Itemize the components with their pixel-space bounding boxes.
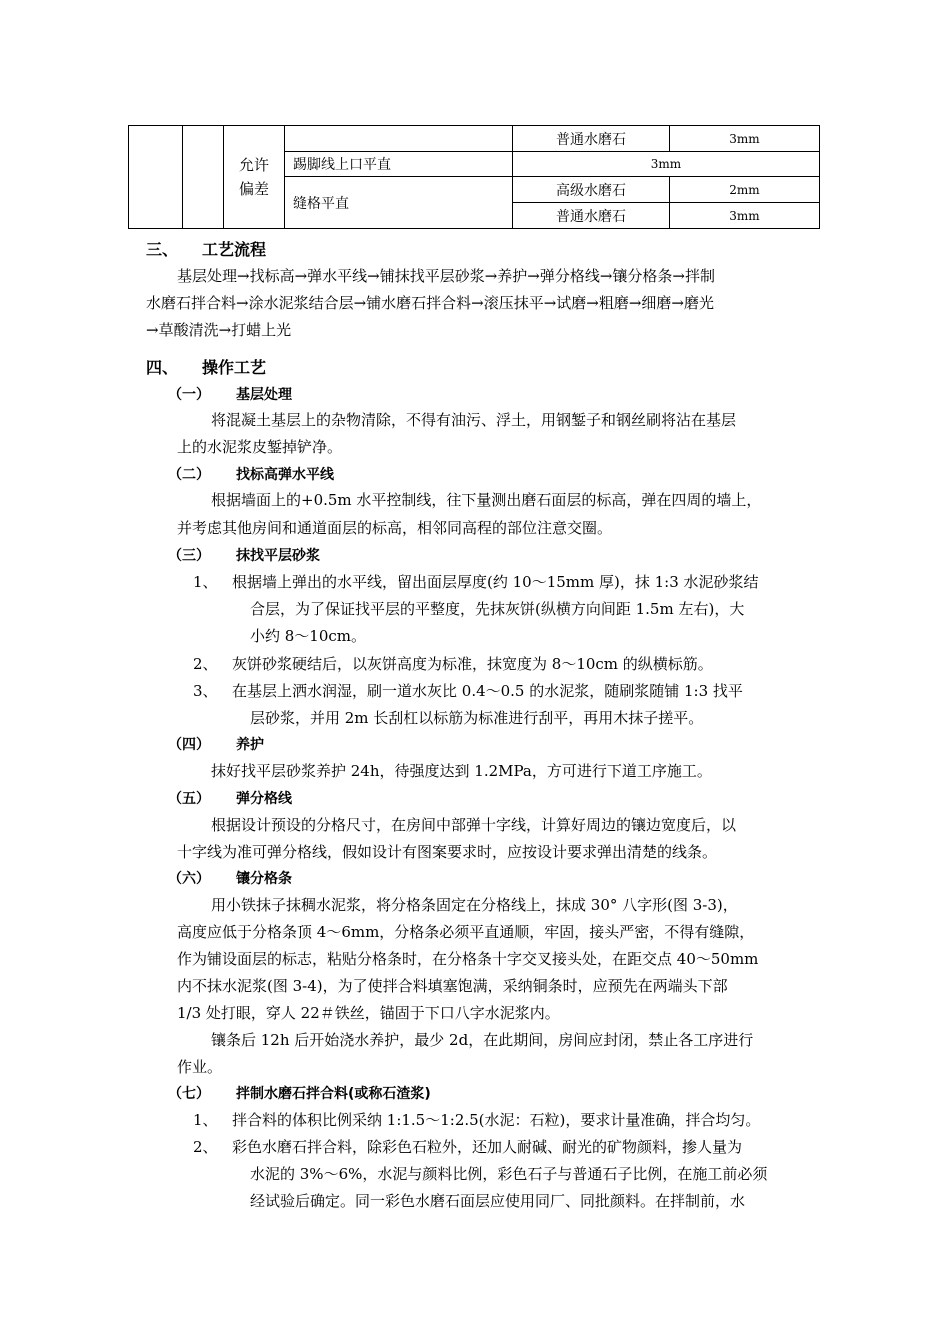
list-number: 2、 bbox=[193, 655, 218, 673]
paragraph-line: 并考虑其他房间和通道面层的标高，相邻同高程的部位注意交圈。 bbox=[177, 519, 613, 537]
list-item-line: 水泥的 3%～6%，水泥与颜料比例，彩色石子与普通石子比例，在施工前必须 bbox=[250, 1165, 768, 1183]
table-cell-value: 3mm bbox=[670, 203, 820, 229]
paragraph-line: 上的水泥浆皮錾掉铲净。 bbox=[177, 438, 343, 456]
table-cell-item: 踢脚线上口平直 bbox=[285, 152, 513, 177]
list-item-line: 彩色水磨石拌合料，除彩色石粒外，还加人耐碱、耐光的矿物颜料，掺人量为 bbox=[232, 1138, 743, 1156]
tolerance-label bbox=[224, 126, 285, 229]
section-title: 工艺流程 bbox=[202, 240, 267, 259]
paragraph-line: 十字线为准可弹分格线，假如设计有图案要求时，应按设计要求弹出清楚的线条。 bbox=[177, 843, 718, 861]
paragraph-line: 内不抹水泥浆(图 3-4)，为了使拌合料填塞饱满，采纳铜条时，应预先在两端头下部 bbox=[177, 977, 728, 995]
list-item-line: 根据墙上弹出的水平线，留出面层厚度(约 10～15mm 厚)，抹 1:3 水泥砂浆结 bbox=[232, 573, 759, 591]
table-cell-empty bbox=[129, 126, 183, 229]
list-item-line: 在基层上洒水润湿，刷一道水灰比 0.4～0.5 的水泥浆，随刷浆随铺 1:3 找平 bbox=[232, 682, 743, 700]
list-item-line: 经试验后确定。同一彩色水磨石面层应使用同厂、同批颜料。在拌制前，水 bbox=[250, 1192, 746, 1210]
paragraph-line: 高度应低于分格条顶 4～6mm，分格条必须平直通顺，牢固，接头严密，不得有缝隙， bbox=[177, 923, 755, 941]
list-item-line: 拌合料的体积比例采纳 1:1.5～1:2.5(水泥：石粒)，要求计量准确，拌合均匀。 bbox=[232, 1111, 761, 1129]
paragraph-line: →草酸清洗→打蜡上光 bbox=[146, 321, 292, 339]
list-number: 2、 bbox=[193, 1138, 218, 1156]
paragraph-line: 根据墙面上的+0.5m 水平控制线，往下量测出磨石面层的标高，弹在四周的墙上， bbox=[211, 491, 762, 509]
list-number: 1、 bbox=[193, 573, 218, 591]
subsection-title: 弹分格线 bbox=[236, 791, 292, 807]
table-row bbox=[129, 126, 820, 152]
subsection-number: （七） bbox=[168, 1086, 210, 1102]
table-cell-item bbox=[285, 126, 513, 152]
subsection-number: （五） bbox=[168, 791, 210, 807]
subsection-number: （二） bbox=[168, 467, 210, 483]
list-item-line: 小约 8～10cm。 bbox=[250, 627, 367, 645]
paragraph-line: 镶条后 12h 后开始浇水养护，最少 2d，在此期间，房间应封闭，禁止各工序进行 bbox=[211, 1031, 754, 1049]
subsection-title: 抹找平层砂浆 bbox=[236, 548, 320, 564]
tolerance-table bbox=[128, 125, 820, 229]
subsection-number: （一） bbox=[168, 387, 210, 403]
table-cell-value: 2mm bbox=[670, 177, 820, 203]
subsection-number: （四） bbox=[168, 737, 210, 753]
paragraph-line: 水磨石拌合料→涂水泥浆结合层→铺水磨石拌合料→滚压抹平→试磨→粗磨→细磨→磨光 bbox=[146, 294, 714, 312]
section-title: 操作工艺 bbox=[202, 358, 267, 377]
list-number: 1、 bbox=[193, 1111, 218, 1129]
list-item-line: 合层，为了保证找平层的平整度，先抹灰饼(纵横方向间距 1.5m 左右)，大 bbox=[250, 600, 745, 618]
subsection-title: 镶分格条 bbox=[236, 871, 292, 887]
paragraph-line: 用小铁抹子抹稠水泥浆，将分格条固定在分格线上，抹成 30° 八字形(图 3-3)， bbox=[211, 896, 738, 914]
table-cell-empty bbox=[183, 126, 224, 229]
tolerance-label-line2: 偏差 bbox=[238, 180, 269, 198]
table-cell-sub: 高级水磨石 bbox=[513, 177, 670, 203]
paragraph-line: 基层处理→找标高→弹水平线→铺抹找平层砂浆→养护→弹分格线→镶分格条→拌制 bbox=[177, 267, 715, 285]
subsection-title: 养护 bbox=[236, 737, 264, 753]
section-number: 三、 bbox=[146, 240, 179, 259]
paragraph-line: 作业。 bbox=[177, 1058, 223, 1076]
list-item-line: 层砂浆，并用 2m 长刮杠以标筋为标准进行刮平，再用木抹子搓平。 bbox=[250, 709, 704, 727]
paragraph-line: 根据设计预设的分格尺寸，在房间中部弹十字线，计算好周边的镶边宽度后，以 bbox=[211, 816, 737, 834]
paragraph-line: 将混凝土基层上的杂物清除，不得有油污、浮土，用钢錾子和钢丝刷将沾在基层 bbox=[211, 411, 737, 429]
table-cell-item: 缝格平直 bbox=[285, 177, 513, 229]
subsection-number: （六） bbox=[168, 871, 210, 887]
subsection-title: 基层处理 bbox=[236, 387, 292, 403]
table-cell-sub: 普通水磨石 bbox=[513, 126, 670, 152]
paragraph-line: 1/3 处打眼，穿人 22＃铁丝，锚固于下口八字水泥浆内。 bbox=[177, 1004, 560, 1022]
section-number: 四、 bbox=[146, 358, 179, 377]
table-cell-value: 3mm bbox=[670, 126, 820, 152]
paragraph-line: 抹好找平层砂浆养护 24h，待强度达到 1.2MPa，方可进行下道工序施工。 bbox=[211, 762, 712, 780]
subsection-title: 找标高弹水平线 bbox=[236, 467, 334, 483]
subsection-number: （三） bbox=[168, 548, 210, 564]
table-cell-value: 3mm bbox=[513, 152, 820, 177]
table-cell-sub: 普通水磨石 bbox=[513, 203, 670, 229]
list-number: 3、 bbox=[193, 682, 218, 700]
tolerance-label-line1: 允许 bbox=[238, 156, 269, 174]
subsection-title: 拌制水磨石拌合料(或称石渣浆) bbox=[236, 1086, 431, 1102]
paragraph-line: 作为铺设面层的标志，粘贴分格条时，在分格条十字交叉接头处，在距交点 40～50mm bbox=[177, 950, 759, 968]
list-item-line: 灰饼砂浆硬结后，以灰饼高度为标准，抹宽度为 8～10cm 的纵横标筋。 bbox=[232, 655, 713, 673]
